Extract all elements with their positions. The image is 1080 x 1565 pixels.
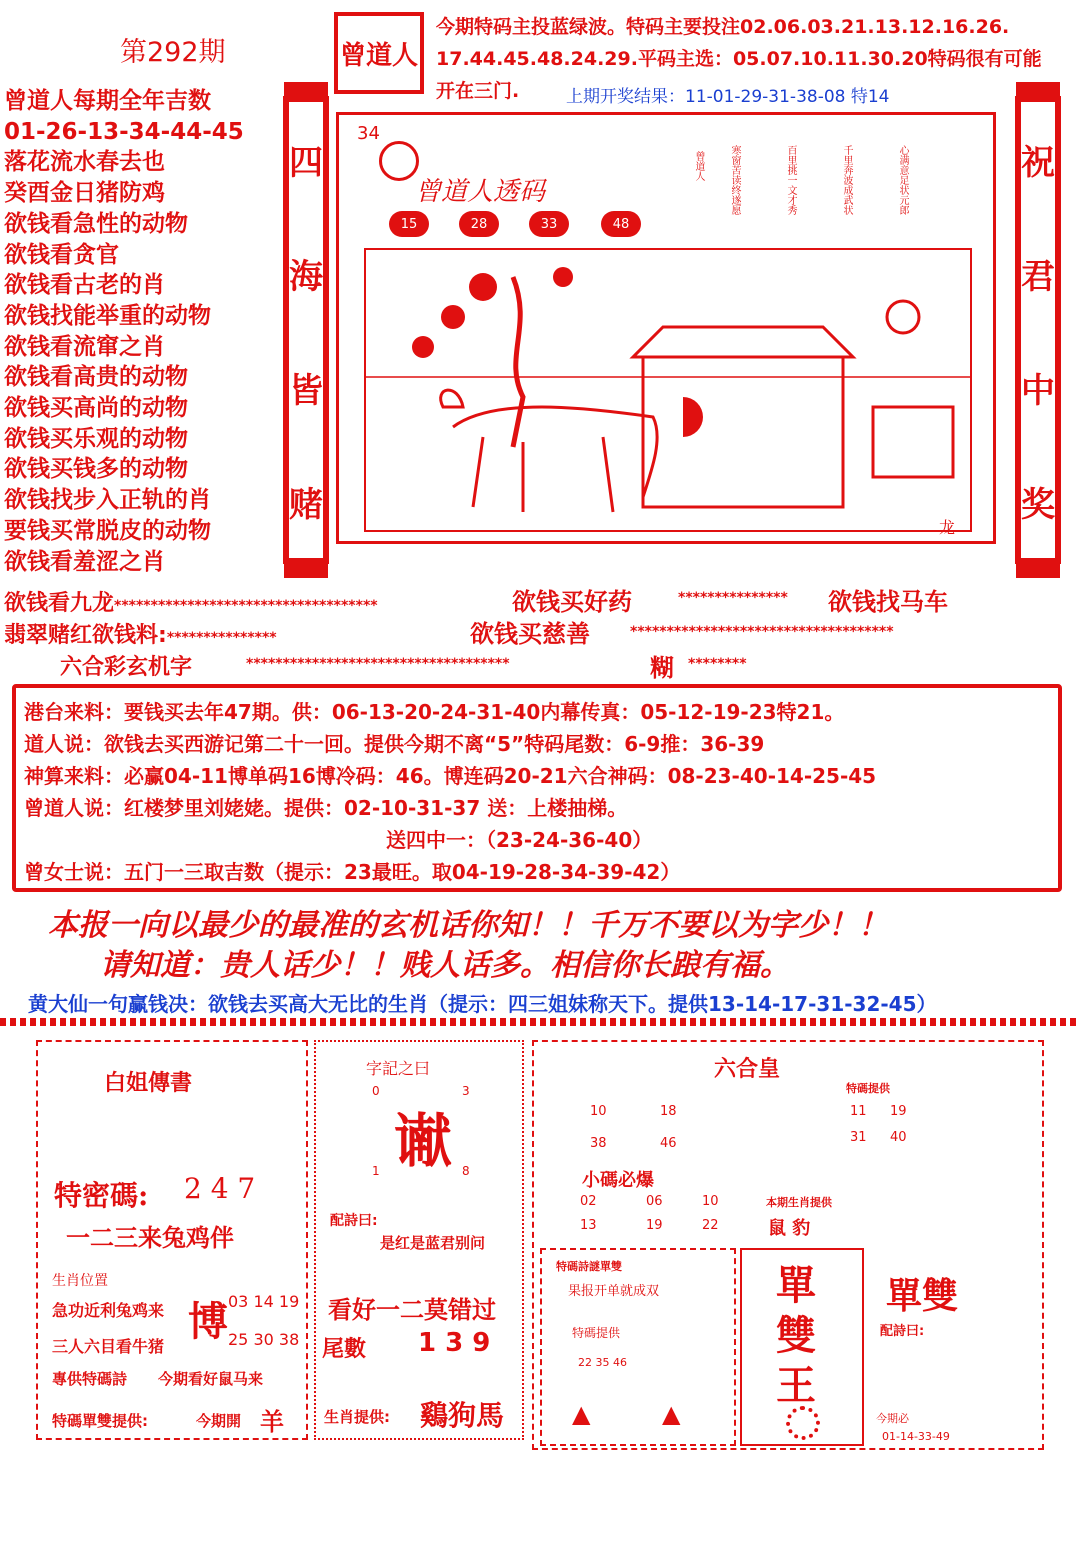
left-line: 欲钱买钱多的动物 bbox=[4, 456, 188, 483]
bl-poem-label: 專供特碼詩 bbox=[52, 1370, 128, 1388]
br-tm2-nums: 22 35 46 bbox=[578, 1356, 627, 1369]
scroll-left-char: 海 bbox=[289, 256, 323, 297]
bottom-left-panel bbox=[36, 1040, 308, 1440]
box-line: 曾女士说：五门一三取吉数（提示：23最旺。取04-19-28-34-39-42） bbox=[24, 860, 681, 884]
logo-text: 曾道人 bbox=[339, 40, 418, 71]
br-tm2-label: 特碼提供 bbox=[572, 1326, 621, 1340]
box-line: 道人说：欲钱去买西游记第二十一回。提供今期不离“5”特码尾数：6-9推：36-39 bbox=[24, 732, 765, 756]
br-right-poem-label: 配詩曰: bbox=[880, 1324, 925, 1339]
verse-line: 千里奔波成武状 bbox=[841, 145, 852, 215]
left-line: 欲钱看高贵的动物 bbox=[4, 364, 188, 391]
box-line: 曾道人说：红楼梦里刘姥姥。提供：02-10-31-37 送：上楼抽梯。 bbox=[24, 796, 628, 820]
br-small-num: 19 bbox=[646, 1218, 663, 1233]
left-line: 要钱买常脱皮的动物 bbox=[4, 517, 211, 544]
br-num: 10 bbox=[590, 1104, 607, 1119]
stars: ************************************ bbox=[246, 656, 510, 672]
stars: *************** bbox=[678, 590, 788, 606]
left-line: 曾道人每期全年吉数 bbox=[4, 88, 211, 114]
scroll-right-cap-top bbox=[1016, 82, 1060, 96]
bottom-right-panel bbox=[532, 1040, 1044, 1450]
left-line: 欲钱买乐观的动物 bbox=[4, 425, 188, 452]
bl-nums-b: 25 30 38 bbox=[228, 1330, 300, 1349]
bm-n-tr: 3 bbox=[462, 1084, 470, 1098]
flower-icon bbox=[786, 1406, 820, 1440]
br-num: 18 bbox=[660, 1104, 677, 1119]
divider bbox=[0, 1018, 1080, 1026]
br-big-b: 雙 bbox=[776, 1312, 816, 1359]
br-zodiac-value: 鼠 豹 bbox=[768, 1218, 811, 1239]
animal-icon: ▲ bbox=[662, 1400, 681, 1428]
left-line: 落花流水春去也 bbox=[4, 149, 165, 176]
left-line: 欲钱找步入正轨的肖 bbox=[4, 487, 211, 514]
scroll-left bbox=[283, 96, 329, 564]
huang-da-xian-line: 黄大仙一句赢钱决：欲钱去买高大无比的生肖（提示：四三姐妹称天下。提供13-14-17-31-32-45） bbox=[28, 992, 937, 1016]
stars: ************************************ bbox=[630, 624, 894, 640]
bm-title: 字記之曰 bbox=[366, 1059, 431, 1078]
br-num: 19 bbox=[890, 1104, 907, 1119]
bl-single-text: 今期開 bbox=[196, 1412, 242, 1430]
bm-char: 谳 bbox=[394, 1107, 453, 1175]
ball: 28 bbox=[459, 211, 499, 237]
row1-label-c: 欲钱找马车 bbox=[828, 588, 948, 616]
bm-zodiac-label: 生肖提供: bbox=[324, 1408, 390, 1426]
bm-zodiac-value: 鷄狗馬 bbox=[420, 1399, 505, 1432]
left-line: 欲钱看羞涩之肖 bbox=[4, 548, 165, 575]
stars: ******** bbox=[688, 656, 747, 672]
row2-text-a: 翡翠赌红欲钱料: bbox=[4, 623, 167, 648]
scroll-right-char: 奖 bbox=[1021, 484, 1055, 525]
bottom-mid-panel bbox=[314, 1040, 524, 1440]
slogan-2: 请知道：贵人话少！！贱人话多。相信你长踉有福。 bbox=[100, 948, 790, 983]
bm-poem-label: 配詩曰: bbox=[330, 1213, 378, 1229]
bl-title: 白姐傳書 bbox=[104, 1070, 193, 1096]
logo-seal bbox=[334, 12, 424, 94]
bl-zodiac-pos-text: 急功近利兔鸡来 bbox=[52, 1301, 165, 1320]
br-poem-text: 果报开单就成双 bbox=[568, 1284, 660, 1299]
verse-line: 心满意足状元郎 bbox=[897, 145, 908, 215]
horse-scene-drawing bbox=[363, 247, 973, 533]
row2-label-a bbox=[4, 618, 277, 649]
scroll-right-char: 君 bbox=[1021, 256, 1055, 297]
ball: 48 bbox=[601, 211, 641, 237]
br-num: 11 bbox=[850, 1104, 867, 1119]
ball: 33 bbox=[529, 211, 569, 237]
br-small-num: 02 bbox=[580, 1194, 597, 1209]
br-num: 46 bbox=[660, 1136, 677, 1151]
left-line: 01-26-13-34-44-45 bbox=[4, 118, 244, 145]
box-line: 送四中一：（23-24-36-40） bbox=[386, 828, 653, 852]
bl-zodiac-pos-label: 生肖位置 bbox=[52, 1273, 108, 1289]
bl-bo: 博 bbox=[188, 1299, 228, 1345]
stars: *************** bbox=[166, 630, 277, 646]
row2-label-b: 欲钱买慈善 bbox=[470, 620, 590, 648]
bl-line-a: 三人六目看牛猪 bbox=[52, 1337, 165, 1356]
illustration-panel bbox=[336, 112, 996, 544]
row3-label-b: 糊 bbox=[650, 654, 674, 682]
scroll-left-char: 四 bbox=[289, 142, 323, 183]
info-box bbox=[12, 684, 1062, 892]
br-right-title: 單雙 bbox=[886, 1275, 959, 1317]
br-small-num: 10 bbox=[702, 1194, 719, 1209]
scroll-right bbox=[1015, 96, 1061, 564]
row3-label-a: 六合彩玄机字 bbox=[60, 655, 193, 680]
header-line-1: 今期特码主投蓝绿波。特码主要投注02.06.03.21.13.12.16.26. bbox=[436, 16, 1010, 38]
bl-single-label: 特碼單雙提供: bbox=[52, 1412, 148, 1430]
br-big-box bbox=[740, 1248, 864, 1446]
bm-tail-label: 尾數 bbox=[322, 1337, 367, 1362]
row1-text-a: 欲钱看九龙 bbox=[4, 591, 115, 616]
scroll-right-cap-bottom bbox=[1016, 564, 1060, 578]
stars: ************************************ bbox=[114, 598, 378, 614]
br-poem-box bbox=[540, 1248, 736, 1446]
br-title: 六合皇 bbox=[714, 1056, 781, 1082]
br-small-label: 小碼必爆 bbox=[582, 1170, 654, 1191]
left-line: 欲钱买高尚的动物 bbox=[4, 395, 188, 422]
br-tm-label: 特碼提供 bbox=[846, 1082, 890, 1095]
bl-phrase: 一二三来兔鸡伴 bbox=[66, 1223, 234, 1252]
br-num: 31 bbox=[850, 1130, 867, 1145]
row1-label-a bbox=[4, 586, 378, 617]
rooster-icon bbox=[379, 141, 419, 181]
br-num: 38 bbox=[590, 1136, 607, 1151]
left-column bbox=[4, 86, 244, 577]
br-small-num: 13 bbox=[580, 1218, 597, 1233]
row1-label-b: 欲钱买好药 bbox=[512, 588, 632, 616]
box-line: 港台来料：要钱买去年47期。供：06-13-20-24-31-40内幕传真：05-12-19-23特21。 bbox=[24, 700, 845, 724]
bm-n-br: 8 bbox=[462, 1164, 470, 1178]
bl-special-label: 特密碼: bbox=[54, 1179, 149, 1212]
bm-tail-value: 1 3 9 bbox=[418, 1328, 491, 1358]
left-line: 欲钱看急性的动物 bbox=[4, 210, 188, 237]
br-big-a: 單 bbox=[776, 1262, 816, 1309]
last-result: 上期开奖结果：11-01-29-31-38-08 特14 bbox=[566, 87, 890, 107]
signature: 龙 bbox=[939, 518, 956, 537]
scroll-left-char: 皆 bbox=[289, 370, 323, 411]
br-small-num: 06 bbox=[646, 1194, 663, 1209]
bm-poem: 是红是蓝君别问 bbox=[380, 1234, 486, 1252]
br-num: 40 bbox=[890, 1130, 907, 1145]
left-line: 欲钱看贪官 bbox=[4, 241, 119, 268]
header-line-3: 开在三门. bbox=[436, 80, 520, 102]
bm-slogan: 看好一二莫错过 bbox=[328, 1296, 496, 1324]
bl-single-value: 羊 bbox=[260, 1408, 284, 1436]
bl-poem-text: 今期看好鼠马来 bbox=[158, 1370, 264, 1388]
bl-special-value: 2 4 7 bbox=[184, 1172, 256, 1205]
verse-line: 曾道人 bbox=[693, 151, 704, 181]
br-small-num: 22 bbox=[702, 1218, 719, 1233]
bl-nums-a: 03 14 19 bbox=[228, 1292, 300, 1311]
scroll-left-cap-top bbox=[284, 82, 328, 96]
animal-icon: ▲ bbox=[572, 1400, 591, 1428]
corner-number: 34 bbox=[357, 123, 380, 144]
bm-n-tl: 0 bbox=[372, 1084, 380, 1098]
br-zodiac-label: 本期生肖提供 bbox=[766, 1196, 832, 1209]
scroll-right-char: 中 bbox=[1021, 370, 1055, 411]
scroll-right-char: 祝 bbox=[1021, 142, 1055, 183]
br-poem-title: 特碼詩謎單雙 bbox=[556, 1260, 622, 1273]
scroll-left-char: 赌 bbox=[289, 484, 323, 525]
bm-n-bl: 1 bbox=[372, 1164, 380, 1178]
picture-title: 曾道人透码 bbox=[415, 177, 546, 207]
br-right-must: 今期必 bbox=[876, 1412, 909, 1425]
ball: 15 bbox=[389, 211, 429, 237]
left-line: 欲钱看古老的肖 bbox=[4, 272, 165, 299]
left-line: 欲钱找能举重的动物 bbox=[4, 302, 211, 329]
header-line-2: 17.44.45.48.24.29.平码主选：05.07.10.11.30.20特码很有可能 bbox=[436, 48, 1042, 70]
left-line: 欲钱看流窜之肖 bbox=[4, 333, 165, 360]
box-line: 神算来料：必赢04-11博单码16博冷码：46。博连码20-21六合神码：08-23-40-14-25-45 bbox=[24, 764, 877, 788]
verse-line: 寒窗苦读终遂愿 bbox=[729, 145, 740, 215]
br-right-nums: 01-14-33-49 bbox=[882, 1430, 950, 1443]
br-big-c: 王 bbox=[776, 1362, 816, 1409]
scroll-left-cap-bottom bbox=[284, 564, 328, 578]
slogan-1: 本报一向以最少的最准的玄机话你知！！千万不要以为字少！！ bbox=[48, 908, 888, 943]
verse-line: 百里挑一文才秀 bbox=[785, 145, 796, 215]
left-line: 癸酉金日猪防鸡 bbox=[4, 180, 165, 207]
issue-number: 第292期 bbox=[120, 37, 226, 68]
